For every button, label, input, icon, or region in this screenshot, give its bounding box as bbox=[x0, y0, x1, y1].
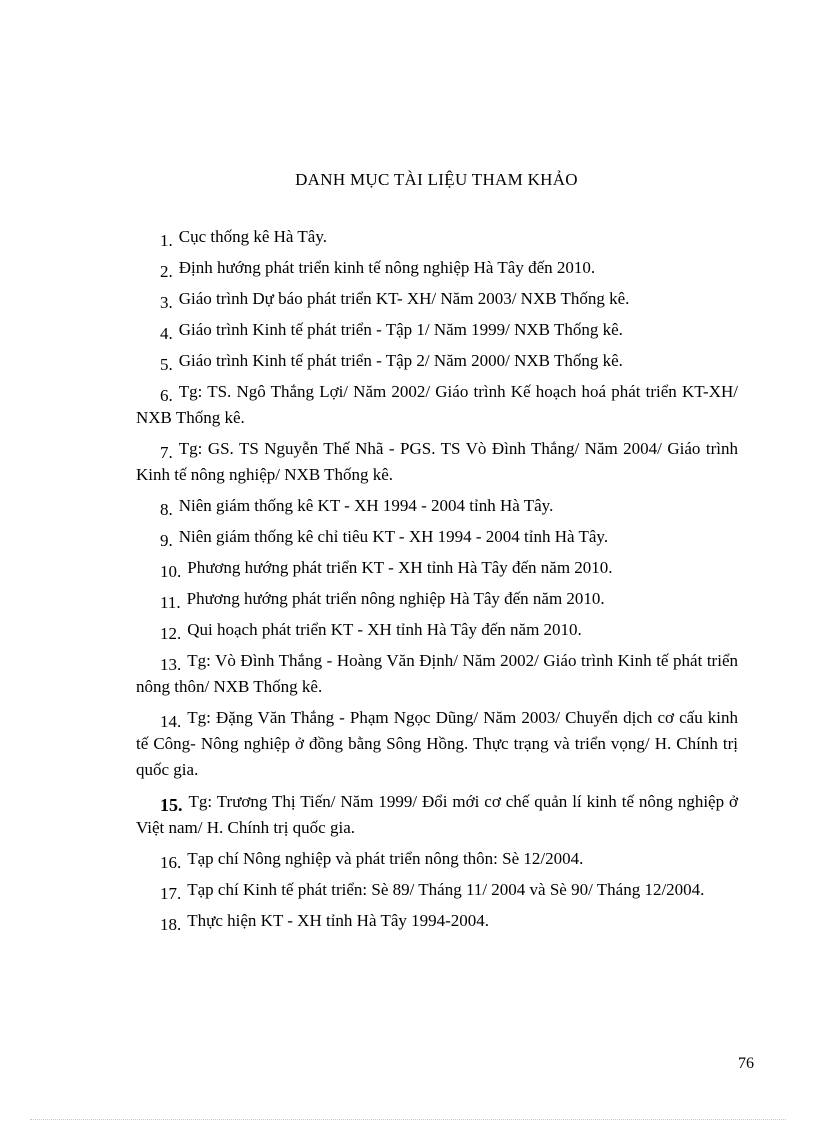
reference-text: Tạp chí Kinh tế phát triển: Sè 89/ Tháng 11/ 2004 và Sè 90/ Tháng 12/2004. bbox=[187, 880, 705, 899]
reference-text: Định hướng phát triển kinh tế nông nghiệp Hà Tây đến 2010. bbox=[178, 258, 596, 277]
reference-text: Tg: TS. Ngô Thắng Lợi/ Năm 2002/ Giáo trình Kế hoạch hoá phát triển KT-XH/ NXB Thống kê. bbox=[136, 382, 738, 427]
reference-number: 14. bbox=[160, 712, 182, 731]
reference-number: 18. bbox=[160, 915, 182, 934]
reference-item bbox=[136, 788, 738, 841]
reference-text: Qui hoạch phát triển KT - XH tỉnh Hà Tây đến năm 2010. bbox=[187, 620, 582, 639]
reference-text: Giáo trình Dự báo phát triển KT- XH/ Năm 2003/ NXB Thống kê. bbox=[178, 289, 630, 308]
reference-item bbox=[136, 586, 738, 612]
reference-text: Thực hiện KT - XH tỉnh Hà Tây 1994-2004. bbox=[187, 911, 490, 930]
reference-text: Tg: Đặng Văn Thắng - Phạm Ngọc Dũng/ Năm 2003/ Chuyển dịch cơ cấu kinh tế Công- Nông nghiệp ở đồng bằng Sông Hồng. Thực trạng và triển vọng/ H. Chính trị quốc gia. bbox=[136, 708, 738, 779]
reference-text: Tg: Trương Thị Tiến/ Năm 1999/ Đổi mới cơ chế quản lí kinh tế nông nghiệp ở Việt nam/ H. Chính trị quốc gia. bbox=[136, 792, 738, 837]
reference-number: 16. bbox=[160, 853, 182, 872]
reference-item bbox=[136, 317, 738, 343]
reference-number: 11. bbox=[160, 593, 181, 612]
reference-number: 2. bbox=[160, 262, 173, 281]
reference-number: 15. bbox=[160, 795, 183, 815]
reference-item bbox=[136, 908, 738, 934]
reference-number: 5. bbox=[160, 355, 173, 374]
reference-text: Tg: GS. TS Nguyễn Thế Nhã - PGS. TS Vò Đình Thắng/ Năm 2004/ Giáo trình Kinh tế nông nghiệp/ NXB Thống kê. bbox=[136, 439, 738, 484]
reference-number: 1. bbox=[160, 231, 173, 250]
reference-text: Tạp chí Nông nghiệp và phát triển nông thôn: Sè 12/2004. bbox=[187, 849, 584, 868]
reference-number: 6. bbox=[160, 386, 173, 405]
reference-item bbox=[136, 493, 738, 519]
reference-list bbox=[136, 224, 738, 939]
page-title: DANH MỤC TÀI LIỆU THAM KHẢO bbox=[295, 170, 578, 189]
reference-number: 9. bbox=[160, 531, 173, 550]
reference-item bbox=[136, 348, 738, 374]
reference-item bbox=[136, 705, 738, 783]
reference-number: 13. bbox=[160, 655, 182, 674]
reference-number: 10. bbox=[160, 562, 182, 581]
reference-text: Niên giám thống kê KT - XH 1994 - 2004 tỉnh Hà Tây. bbox=[178, 496, 554, 515]
reference-item bbox=[136, 286, 738, 312]
reference-item bbox=[136, 224, 738, 250]
reference-text: Phương hướng phát triển nông nghiệp Hà Tây đến năm 2010. bbox=[186, 589, 605, 608]
reference-text: Niên giám thống kê chỉ tiêu KT - XH 1994 - 2004 tỉnh Hà Tây. bbox=[178, 527, 609, 546]
reference-item bbox=[136, 524, 738, 550]
reference-number: 17. bbox=[160, 884, 182, 903]
reference-number: 4. bbox=[160, 324, 173, 343]
reference-text: Tg: Vò Đình Thắng - Hoàng Văn Định/ Năm 2002/ Giáo trình Kinh tế phát triển nông thôn/ NXB Thống kê. bbox=[136, 651, 738, 696]
page-bottom-divider bbox=[30, 1119, 786, 1120]
reference-item bbox=[136, 255, 738, 281]
reference-text: Giáo trình Kinh tế phát triển - Tập 2/ Năm 2000/ NXB Thống kê. bbox=[178, 351, 623, 370]
reference-number: 3. bbox=[160, 293, 173, 312]
page-number: 76 bbox=[738, 1055, 754, 1072]
reference-text: Phương hướng phát triển KT - XH tỉnh Hà Tây đến năm 2010. bbox=[187, 558, 613, 577]
reference-number: 8. bbox=[160, 500, 173, 519]
reference-item bbox=[136, 436, 738, 488]
reference-item bbox=[136, 617, 738, 643]
reference-text: Cục thống kê Hà Tây. bbox=[178, 227, 327, 246]
reference-item bbox=[136, 648, 738, 700]
reference-number: 7. bbox=[160, 443, 173, 462]
reference-item bbox=[136, 877, 738, 903]
reference-item bbox=[136, 846, 738, 872]
reference-item bbox=[136, 379, 738, 431]
reference-text: Giáo trình Kinh tế phát triển - Tập 1/ Năm 1999/ NXB Thống kê. bbox=[178, 320, 623, 339]
reference-number: 12. bbox=[160, 624, 182, 643]
reference-item bbox=[136, 555, 738, 581]
